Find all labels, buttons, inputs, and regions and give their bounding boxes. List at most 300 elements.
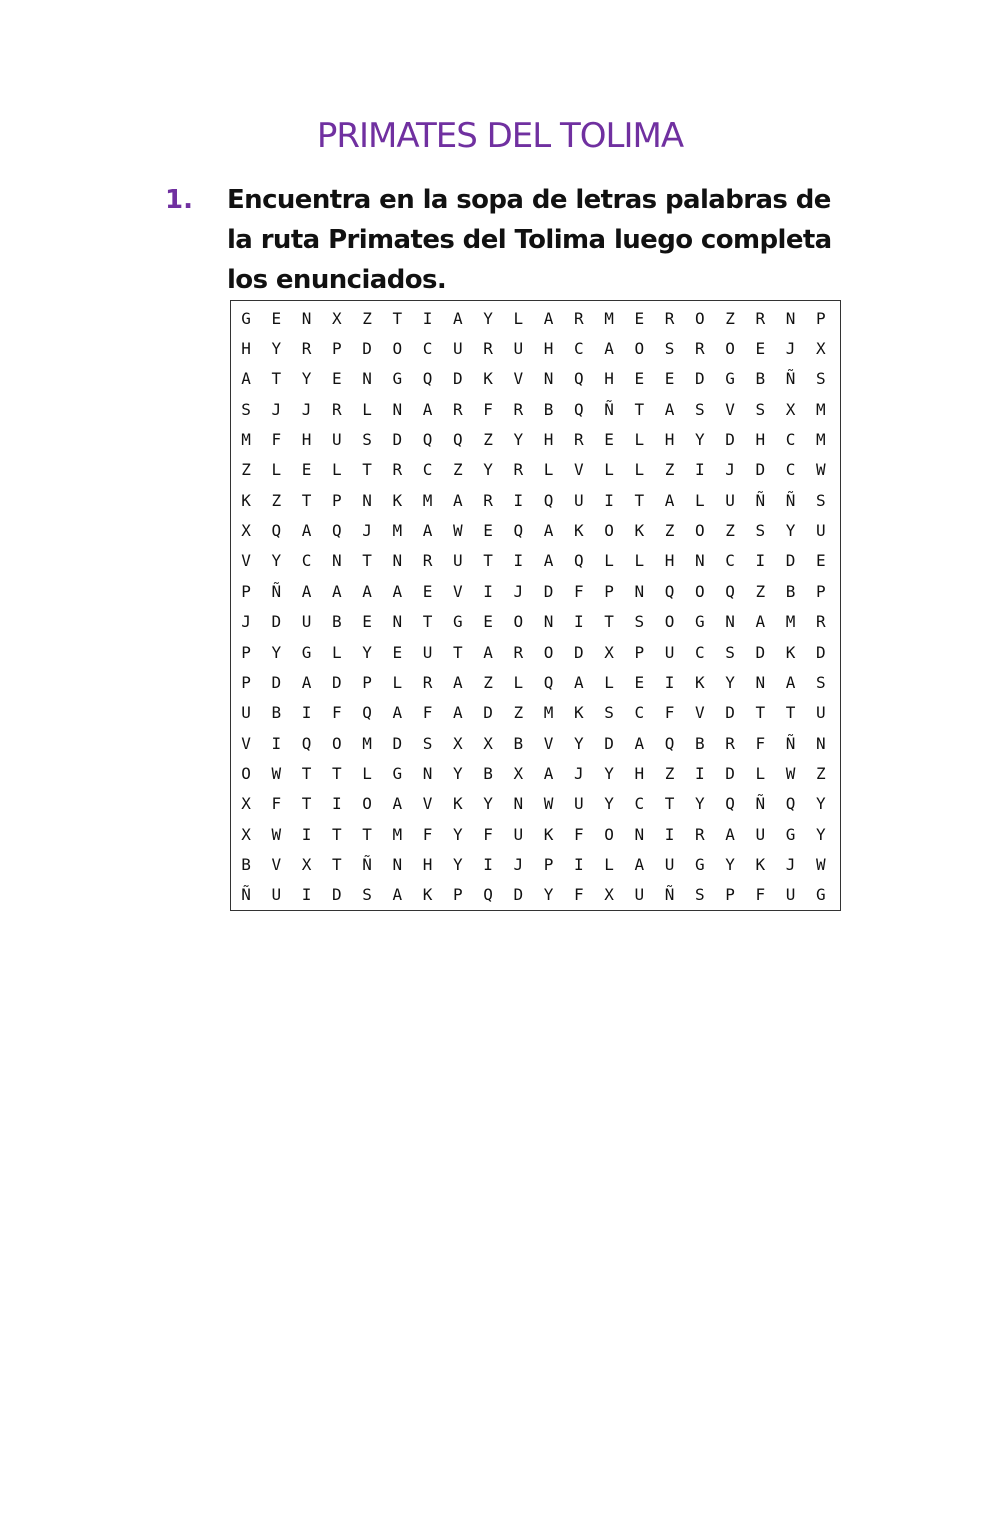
letter-cell[interactable]: Y: [695, 430, 705, 450]
letter-cell[interactable]: S: [362, 885, 372, 905]
letter-cell[interactable]: T: [362, 824, 372, 844]
letter-cell[interactable]: N: [332, 551, 342, 571]
letter-cell[interactable]: V: [513, 369, 524, 389]
letter-cell[interactable]: U: [301, 612, 312, 632]
letter-cell[interactable]: E: [816, 551, 826, 571]
letter-cell[interactable]: Z: [664, 460, 675, 480]
letter-cell[interactable]: K: [241, 490, 251, 510]
letter-cell[interactable]: F: [422, 824, 433, 844]
letter-cell[interactable]: L: [362, 763, 372, 783]
letter-cell[interactable]: Z: [664, 521, 675, 541]
letter-cell[interactable]: I: [271, 733, 282, 753]
letter-cell[interactable]: L: [332, 642, 342, 662]
letter-cell[interactable]: Y: [483, 460, 493, 480]
letter-cell[interactable]: O: [513, 612, 524, 632]
letter-cell[interactable]: V: [453, 581, 463, 601]
letter-cell[interactable]: W: [271, 824, 282, 844]
letter-cell[interactable]: E: [271, 308, 282, 328]
letter-cell[interactable]: W: [816, 854, 826, 874]
letter-cell[interactable]: A: [453, 703, 463, 723]
letter-cell[interactable]: B: [271, 703, 282, 723]
letter-cell[interactable]: Z: [271, 490, 282, 510]
letter-cell[interactable]: N: [362, 369, 372, 389]
letter-cell[interactable]: E: [604, 430, 614, 450]
letter-cell[interactable]: E: [392, 642, 403, 662]
letter-cell[interactable]: Q: [362, 703, 372, 723]
letter-cell[interactable]: C: [634, 703, 645, 723]
letter-cell[interactable]: R: [513, 460, 524, 480]
letter-cell[interactable]: Q: [453, 430, 463, 450]
letter-cell[interactable]: P: [543, 854, 554, 874]
letter-cell[interactable]: Z: [755, 581, 766, 601]
letter-cell[interactable]: D: [392, 733, 403, 753]
letter-cell[interactable]: M: [785, 612, 796, 632]
letter-cell[interactable]: I: [695, 460, 705, 480]
letter-cell[interactable]: G: [785, 824, 796, 844]
letter-cell[interactable]: M: [422, 490, 433, 510]
letter-cell[interactable]: R: [513, 399, 524, 419]
letter-cell[interactable]: Y: [574, 733, 584, 753]
letter-cell[interactable]: L: [392, 672, 403, 692]
letter-cell[interactable]: A: [664, 399, 675, 419]
letter-cell[interactable]: Q: [664, 733, 675, 753]
letter-cell[interactable]: B: [332, 612, 342, 632]
letter-cell[interactable]: I: [664, 672, 675, 692]
letter-cell[interactable]: U: [664, 854, 675, 874]
letter-cell[interactable]: L: [634, 551, 645, 571]
letter-cell[interactable]: Y: [271, 642, 282, 662]
letter-cell[interactable]: Y: [604, 794, 614, 814]
letter-cell[interactable]: T: [453, 642, 463, 662]
letter-cell[interactable]: B: [755, 369, 766, 389]
letter-cell[interactable]: D: [513, 885, 524, 905]
letter-cell[interactable]: S: [604, 703, 614, 723]
letter-cell[interactable]: O: [695, 521, 705, 541]
letter-cell[interactable]: U: [332, 430, 342, 450]
letter-cell[interactable]: N: [543, 369, 554, 389]
letter-cell[interactable]: A: [634, 733, 645, 753]
letter-cell[interactable]: A: [301, 672, 312, 692]
letter-cell[interactable]: F: [574, 581, 584, 601]
letter-cell[interactable]: R: [755, 308, 766, 328]
letter-cell[interactable]: V: [241, 551, 251, 571]
letter-cell[interactable]: D: [725, 430, 735, 450]
letter-cell[interactable]: V: [241, 733, 251, 753]
letter-cell[interactable]: I: [513, 490, 524, 510]
letter-cell[interactable]: X: [483, 733, 493, 753]
letter-cell[interactable]: Q: [543, 490, 554, 510]
letter-cell[interactable]: O: [543, 642, 554, 662]
letter-cell[interactable]: G: [301, 642, 312, 662]
letter-cell[interactable]: O: [695, 308, 705, 328]
letter-cell[interactable]: N: [301, 308, 312, 328]
letter-cell[interactable]: M: [543, 703, 554, 723]
letter-cell[interactable]: U: [513, 824, 524, 844]
letter-cell[interactable]: I: [513, 551, 524, 571]
letter-cell[interactable]: F: [755, 885, 766, 905]
letter-cell[interactable]: P: [362, 672, 372, 692]
letter-cell[interactable]: Y: [483, 308, 493, 328]
letter-cell[interactable]: N: [362, 490, 372, 510]
letter-cell[interactable]: Z: [362, 308, 372, 328]
letter-cell[interactable]: A: [301, 581, 312, 601]
letter-cell[interactable]: X: [453, 733, 463, 753]
letter-cell[interactable]: O: [362, 794, 372, 814]
letter-cell[interactable]: C: [422, 339, 433, 359]
letter-cell[interactable]: H: [664, 551, 675, 571]
letter-cell[interactable]: T: [604, 612, 614, 632]
letter-cell[interactable]: R: [574, 308, 584, 328]
letter-cell[interactable]: R: [695, 339, 705, 359]
letter-cell[interactable]: U: [816, 521, 826, 541]
letter-cell[interactable]: D: [271, 612, 282, 632]
letter-cell[interactable]: I: [755, 551, 766, 571]
letter-cell[interactable]: J: [725, 460, 735, 480]
letter-cell[interactable]: G: [816, 885, 826, 905]
letter-cell[interactable]: A: [543, 763, 554, 783]
letter-cell[interactable]: Y: [543, 885, 554, 905]
letter-cell[interactable]: Q: [574, 551, 584, 571]
letter-cell[interactable]: H: [422, 854, 433, 874]
letter-cell[interactable]: J: [785, 339, 796, 359]
letter-cell[interactable]: U: [422, 642, 433, 662]
letter-cell[interactable]: L: [604, 551, 614, 571]
letter-cell[interactable]: D: [483, 703, 493, 723]
letter-cell[interactable]: N: [785, 308, 796, 328]
letter-cell[interactable]: J: [785, 854, 796, 874]
letter-cell[interactable]: Ñ: [755, 794, 766, 814]
letter-cell[interactable]: S: [816, 369, 826, 389]
letter-cell[interactable]: U: [513, 339, 524, 359]
letter-cell[interactable]: O: [725, 339, 735, 359]
letter-cell[interactable]: A: [634, 854, 645, 874]
letter-cell[interactable]: L: [604, 460, 614, 480]
letter-cell[interactable]: K: [574, 703, 584, 723]
letter-cell[interactable]: J: [271, 399, 282, 419]
letter-cell[interactable]: J: [513, 854, 524, 874]
letter-cell[interactable]: R: [422, 551, 433, 571]
letter-cell[interactable]: A: [604, 339, 614, 359]
letter-cell[interactable]: Q: [664, 581, 675, 601]
letter-cell[interactable]: T: [332, 763, 342, 783]
letter-cell[interactable]: T: [301, 794, 312, 814]
letter-cell[interactable]: I: [483, 854, 493, 874]
letter-cell[interactable]: A: [332, 581, 342, 601]
letter-cell[interactable]: D: [604, 733, 614, 753]
letter-cell[interactable]: A: [785, 672, 796, 692]
letter-cell[interactable]: Ñ: [604, 399, 614, 419]
letter-cell[interactable]: I: [422, 308, 433, 328]
letter-cell[interactable]: Y: [453, 763, 463, 783]
letter-cell[interactable]: U: [816, 703, 826, 723]
letter-cell[interactable]: J: [241, 612, 251, 632]
letter-cell[interactable]: N: [392, 854, 403, 874]
letter-cell[interactable]: I: [574, 854, 584, 874]
letter-cell[interactable]: F: [574, 824, 584, 844]
letter-cell[interactable]: Ñ: [664, 885, 675, 905]
letter-cell[interactable]: S: [816, 672, 826, 692]
letter-cell[interactable]: P: [453, 885, 463, 905]
letter-cell[interactable]: E: [332, 369, 342, 389]
letter-cell[interactable]: D: [785, 551, 796, 571]
letter-cell[interactable]: O: [604, 521, 614, 541]
letter-cell[interactable]: X: [241, 521, 251, 541]
letter-cell[interactable]: J: [574, 763, 584, 783]
letter-cell[interactable]: A: [392, 703, 403, 723]
letter-cell[interactable]: U: [755, 824, 766, 844]
letter-cell[interactable]: O: [392, 339, 403, 359]
letter-cell[interactable]: S: [695, 885, 705, 905]
letter-cell[interactable]: D: [574, 642, 584, 662]
letter-cell[interactable]: H: [301, 430, 312, 450]
letter-cell[interactable]: A: [664, 490, 675, 510]
letter-cell[interactable]: S: [755, 521, 766, 541]
letter-cell[interactable]: D: [725, 703, 735, 723]
letter-cell[interactable]: Z: [483, 430, 493, 450]
letter-cell[interactable]: T: [785, 703, 796, 723]
letter-cell[interactable]: Q: [543, 672, 554, 692]
letter-cell[interactable]: T: [362, 551, 372, 571]
letter-cell[interactable]: O: [332, 733, 342, 753]
letter-cell[interactable]: Y: [816, 794, 826, 814]
letter-cell[interactable]: Y: [453, 854, 463, 874]
letter-cell[interactable]: E: [634, 672, 645, 692]
letter-cell[interactable]: P: [241, 642, 251, 662]
letter-cell[interactable]: Z: [725, 521, 735, 541]
letter-cell[interactable]: T: [483, 551, 493, 571]
letter-cell[interactable]: B: [513, 733, 524, 753]
letter-cell[interactable]: E: [422, 581, 433, 601]
letter-cell[interactable]: W: [543, 794, 554, 814]
letter-cell[interactable]: H: [604, 369, 614, 389]
letter-cell[interactable]: B: [543, 399, 554, 419]
letter-cell[interactable]: Ñ: [785, 490, 796, 510]
letter-cell[interactable]: E: [483, 612, 493, 632]
letter-cell[interactable]: A: [543, 521, 554, 541]
letter-cell[interactable]: U: [634, 885, 645, 905]
letter-cell[interactable]: Q: [271, 521, 282, 541]
letter-cell[interactable]: I: [664, 824, 675, 844]
letter-cell[interactable]: R: [392, 460, 403, 480]
letter-cell[interactable]: A: [755, 612, 766, 632]
letter-cell[interactable]: Z: [664, 763, 675, 783]
letter-cell[interactable]: L: [604, 854, 614, 874]
letter-cell[interactable]: F: [483, 824, 493, 844]
letter-cell[interactable]: T: [271, 369, 282, 389]
letter-cell[interactable]: P: [816, 308, 826, 328]
letter-cell[interactable]: Q: [422, 430, 433, 450]
letter-cell[interactable]: Q: [513, 521, 524, 541]
letter-cell[interactable]: U: [725, 490, 735, 510]
letter-cell[interactable]: V: [574, 460, 584, 480]
letter-cell[interactable]: Y: [483, 794, 493, 814]
letter-cell[interactable]: Z: [725, 308, 735, 328]
letter-cell[interactable]: T: [634, 399, 645, 419]
letter-cell[interactable]: T: [664, 794, 675, 814]
letter-cell[interactable]: V: [422, 794, 433, 814]
letter-cell[interactable]: H: [634, 763, 645, 783]
letter-cell[interactable]: F: [271, 794, 282, 814]
letter-cell[interactable]: Y: [725, 854, 735, 874]
letter-cell[interactable]: K: [483, 369, 493, 389]
letter-cell[interactable]: D: [453, 369, 463, 389]
letter-cell[interactable]: N: [634, 581, 645, 601]
letter-cell[interactable]: R: [513, 642, 524, 662]
letter-cell[interactable]: S: [695, 399, 705, 419]
letter-cell[interactable]: K: [543, 824, 554, 844]
letter-cell[interactable]: H: [664, 430, 675, 450]
letter-cell[interactable]: W: [816, 460, 826, 480]
letter-cell[interactable]: O: [634, 339, 645, 359]
letter-cell[interactable]: E: [755, 339, 766, 359]
letter-cell[interactable]: H: [241, 339, 251, 359]
letter-cell[interactable]: K: [422, 885, 433, 905]
letter-cell[interactable]: E: [634, 369, 645, 389]
letter-cell[interactable]: Z: [513, 703, 524, 723]
letter-cell[interactable]: I: [574, 612, 584, 632]
letter-cell[interactable]: Ñ: [755, 490, 766, 510]
letter-cell[interactable]: V: [725, 399, 735, 419]
letter-cell[interactable]: T: [362, 460, 372, 480]
letter-cell[interactable]: Ñ: [785, 369, 796, 389]
letter-cell[interactable]: U: [664, 642, 675, 662]
letter-cell[interactable]: Ñ: [241, 885, 251, 905]
letter-cell[interactable]: D: [271, 672, 282, 692]
letter-cell[interactable]: A: [241, 369, 251, 389]
letter-cell[interactable]: G: [453, 612, 463, 632]
letter-cell[interactable]: U: [453, 339, 463, 359]
letter-cell[interactable]: L: [513, 672, 524, 692]
letter-cell[interactable]: Y: [453, 824, 463, 844]
letter-cell[interactable]: Q: [483, 885, 493, 905]
letter-cell[interactable]: R: [483, 490, 493, 510]
letter-cell[interactable]: L: [604, 672, 614, 692]
letter-cell[interactable]: S: [755, 399, 766, 419]
letter-cell[interactable]: E: [664, 369, 675, 389]
letter-cell[interactable]: R: [453, 399, 463, 419]
letter-cell[interactable]: X: [604, 885, 614, 905]
letter-cell[interactable]: I: [695, 763, 705, 783]
letter-cell[interactable]: Z: [241, 460, 251, 480]
letter-cell[interactable]: T: [332, 824, 342, 844]
letter-cell[interactable]: K: [574, 521, 584, 541]
letter-cell[interactable]: U: [574, 490, 584, 510]
letter-cell[interactable]: A: [574, 672, 584, 692]
letter-cell[interactable]: C: [725, 551, 735, 571]
letter-cell[interactable]: D: [392, 430, 403, 450]
letter-cell[interactable]: K: [453, 794, 463, 814]
letter-cell[interactable]: A: [543, 551, 554, 571]
letter-cell[interactable]: V: [543, 733, 554, 753]
letter-cell[interactable]: B: [483, 763, 493, 783]
letter-cell[interactable]: S: [362, 430, 372, 450]
letter-cell[interactable]: C: [785, 460, 796, 480]
letter-cell[interactable]: T: [301, 490, 312, 510]
letter-cell[interactable]: T: [392, 308, 403, 328]
letter-cell[interactable]: Y: [816, 824, 826, 844]
letter-cell[interactable]: N: [422, 763, 433, 783]
letter-cell[interactable]: Q: [422, 369, 433, 389]
letter-cell[interactable]: S: [241, 399, 251, 419]
letter-cell[interactable]: D: [543, 581, 554, 601]
letter-cell[interactable]: A: [392, 794, 403, 814]
letter-cell[interactable]: P: [634, 642, 645, 662]
letter-cell[interactable]: A: [453, 672, 463, 692]
letter-cell[interactable]: U: [453, 551, 463, 571]
letter-cell[interactable]: Z: [483, 672, 493, 692]
letter-cell[interactable]: G: [725, 369, 735, 389]
letter-cell[interactable]: Z: [453, 460, 463, 480]
letter-cell[interactable]: I: [301, 824, 312, 844]
letter-cell[interactable]: N: [392, 399, 403, 419]
letter-cell[interactable]: E: [362, 612, 372, 632]
letter-cell[interactable]: L: [271, 460, 282, 480]
letter-cell[interactable]: N: [695, 551, 705, 571]
letter-cell[interactable]: R: [422, 672, 433, 692]
letter-cell[interactable]: L: [634, 430, 645, 450]
letter-cell[interactable]: B: [241, 854, 251, 874]
letter-cell[interactable]: P: [725, 885, 735, 905]
letter-cell[interactable]: K: [695, 672, 705, 692]
letter-cell[interactable]: P: [241, 581, 251, 601]
letter-cell[interactable]: Q: [725, 581, 735, 601]
letter-cell[interactable]: O: [695, 581, 705, 601]
letter-cell[interactable]: M: [604, 308, 614, 328]
letter-cell[interactable]: F: [483, 399, 493, 419]
letter-cell[interactable]: F: [664, 703, 675, 723]
letter-cell[interactable]: R: [695, 824, 705, 844]
letter-cell[interactable]: Y: [604, 763, 614, 783]
letter-cell[interactable]: R: [332, 399, 342, 419]
letter-cell[interactable]: A: [392, 581, 403, 601]
letter-cell[interactable]: D: [725, 763, 735, 783]
letter-cell[interactable]: C: [634, 794, 645, 814]
letter-cell[interactable]: C: [785, 430, 796, 450]
letter-cell[interactable]: Q: [574, 369, 584, 389]
letter-cell[interactable]: H: [755, 430, 766, 450]
letter-cell[interactable]: P: [332, 490, 342, 510]
letter-cell[interactable]: S: [422, 733, 433, 753]
letter-cell[interactable]: Ñ: [271, 581, 282, 601]
letter-cell[interactable]: N: [392, 551, 403, 571]
letter-cell[interactable]: Y: [362, 642, 372, 662]
letter-cell[interactable]: W: [271, 763, 282, 783]
letter-cell[interactable]: Y: [271, 551, 282, 571]
letter-cell[interactable]: K: [392, 490, 403, 510]
letter-cell[interactable]: F: [271, 430, 282, 450]
letter-cell[interactable]: X: [604, 642, 614, 662]
letter-cell[interactable]: C: [422, 460, 433, 480]
letter-cell[interactable]: D: [332, 672, 342, 692]
letter-cell[interactable]: W: [785, 763, 796, 783]
letter-cell[interactable]: G: [695, 612, 705, 632]
letter-cell[interactable]: N: [543, 612, 554, 632]
letter-cell[interactable]: M: [392, 824, 403, 844]
letter-cell[interactable]: I: [301, 885, 312, 905]
letter-cell[interactable]: I: [301, 703, 312, 723]
letter-cell[interactable]: L: [695, 490, 705, 510]
letter-cell[interactable]: O: [241, 763, 251, 783]
letter-cell[interactable]: Z: [816, 763, 826, 783]
letter-cell[interactable]: D: [755, 642, 766, 662]
letter-cell[interactable]: T: [634, 490, 645, 510]
letter-cell[interactable]: A: [483, 642, 493, 662]
letter-cell[interactable]: Y: [301, 369, 312, 389]
letter-cell[interactable]: Q: [301, 733, 312, 753]
letter-cell[interactable]: N: [634, 824, 645, 844]
letter-cell[interactable]: E: [301, 460, 312, 480]
letter-cell[interactable]: A: [422, 399, 433, 419]
